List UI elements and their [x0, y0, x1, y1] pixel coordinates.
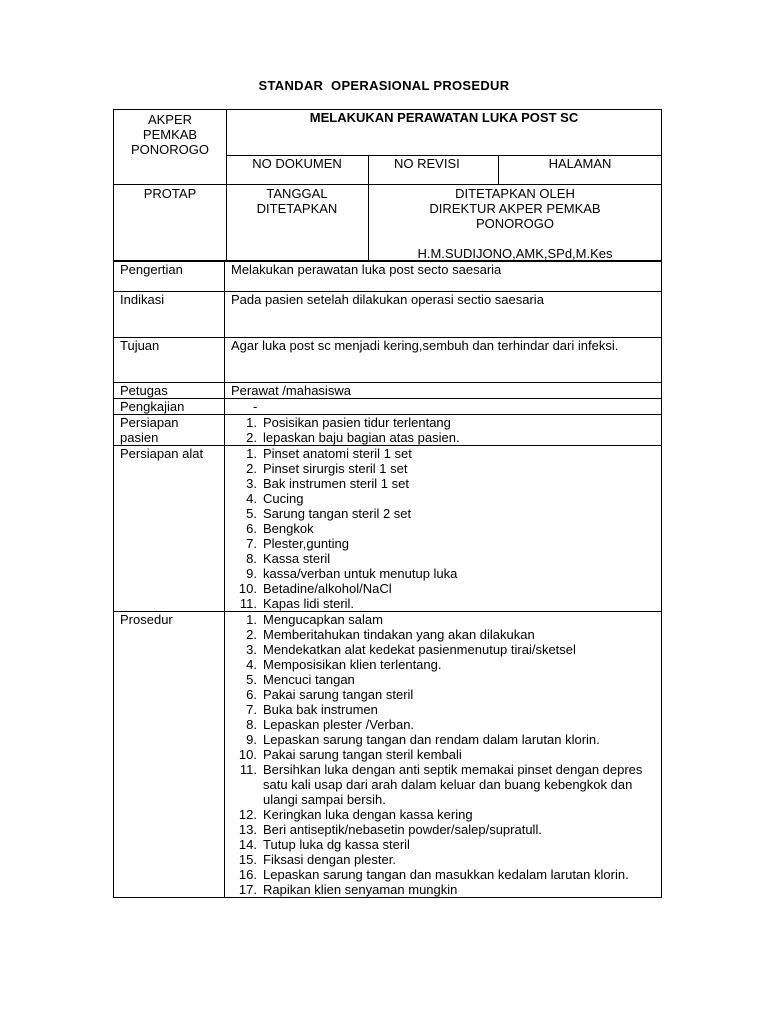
- tanggal-ditetapkan-label: TANGGAL DITETAPKAN: [256, 186, 338, 216]
- item-text: Fiksasi dengan plester.: [263, 852, 396, 867]
- item-number: 8.: [246, 551, 257, 566]
- item-text: Sarung tangan steril 2 set: [263, 506, 412, 521]
- row-value: [225, 446, 662, 612]
- item-text: kassa/verban untuk menutup luka: [263, 566, 458, 581]
- row-pengertian: [114, 262, 662, 292]
- halaman-label: HALAMAN: [548, 156, 612, 171]
- item-text: Kassa steril: [263, 551, 331, 566]
- item-number: 15.: [238, 852, 257, 867]
- row-pengkajian: [114, 399, 662, 415]
- item-number: 1.: [246, 612, 257, 627]
- item-text: Memberitahukan tindakan yang akan dilakukan: [263, 627, 535, 642]
- list-item: [231, 807, 657, 822]
- row-label: Tujuan: [114, 338, 225, 383]
- item-number: 1.: [246, 446, 257, 461]
- list-item: [231, 476, 657, 491]
- item-number: 3.: [246, 642, 257, 657]
- list-item: [231, 536, 657, 551]
- row-indikasi: [114, 292, 662, 338]
- row-value: [225, 612, 662, 898]
- list-item: [231, 642, 657, 657]
- ditetapkan-oleh: DITETAPKAN OLEH DIREKTUR AKPER PEMKAB PONOROGO H.M.SUDIJONO,AMK,SPd,M.Kes: [368, 186, 662, 261]
- item-text: Bak instrumen steril 1 set: [263, 476, 409, 491]
- protap-label: PROTAP: [143, 186, 197, 201]
- item-number: 16.: [238, 867, 257, 882]
- list-item: [231, 882, 657, 897]
- item-text: Cucing: [263, 491, 304, 506]
- item-number: 4.: [246, 657, 257, 672]
- item-text: Pakai sarung tangan steril kembali: [263, 747, 462, 762]
- list-item: [231, 747, 657, 762]
- divider: [226, 110, 227, 260]
- signatory-name: H.M.SUDIJONO,AMK,SPd,M.Kes: [417, 246, 613, 261]
- list-item: [231, 627, 657, 642]
- row-label: Pengertian: [114, 262, 225, 292]
- item-text: Pinset anatomi steril 1 set: [263, 446, 412, 461]
- list-item: [231, 596, 657, 611]
- item-text: Betadine/alkohol/NaCl: [263, 581, 392, 596]
- item-number: 6.: [246, 521, 257, 536]
- row-value: Pada pasien setelah dilakukan operasi sectio saesaria: [225, 292, 662, 338]
- item-text: Mengucapkan salam: [263, 612, 383, 627]
- list-item: [231, 491, 657, 506]
- item-number: 2.: [246, 430, 257, 445]
- item-number: 7.: [246, 702, 257, 717]
- row-label: Indikasi: [114, 292, 225, 338]
- list-item: [231, 612, 657, 627]
- row-label: Petugas: [114, 383, 225, 399]
- item-text: Mendekatkan alat kedekat pasienmenutup tirai/sketsel: [263, 642, 576, 657]
- item-text: Lepaskan sarung tangan dan masukkan kedalam larutan klorin.: [263, 867, 629, 882]
- item-list: [231, 612, 657, 897]
- item-text: Kapas lidi steril.: [263, 596, 355, 611]
- item-list: [231, 446, 657, 611]
- item-text: lepaskan baju bagian atas pasien.: [263, 430, 460, 445]
- list-item: [231, 822, 657, 837]
- row-petugas: [114, 383, 662, 399]
- item-number: 4.: [246, 491, 257, 506]
- list-item: [231, 461, 657, 476]
- row-label: Persiapan pasien: [114, 415, 225, 446]
- list-item: [231, 837, 657, 852]
- divider: [114, 184, 662, 185]
- list-item: [231, 506, 657, 521]
- row-value: Perawat /mahasiswa: [225, 383, 662, 399]
- document-title: STANDAR OPERASIONAL PROSEDUR: [258, 78, 510, 93]
- row-value: Agar luka post sc menjadi kering,sembuh dan terhindar dari infeksi.: [225, 338, 662, 383]
- item-number: 6.: [246, 687, 257, 702]
- row-tujuan: [114, 338, 662, 383]
- item-number: 1.: [246, 415, 257, 430]
- item-number: 14.: [238, 837, 257, 852]
- item-text: Rapikan klien senyaman mungkin: [263, 882, 458, 897]
- item-number: 11.: [239, 596, 257, 611]
- item-number: 12.: [238, 807, 257, 822]
- item-text: Plester,gunting: [263, 536, 350, 551]
- list-item: [231, 717, 657, 732]
- no-dokumen-label: NO DOKUMEN: [252, 156, 342, 171]
- procedure-title: MELAKUKAN PERAWATAN LUKA POST SC: [309, 110, 579, 125]
- list-item: [231, 446, 657, 461]
- list-item: [231, 687, 657, 702]
- list-item: [231, 521, 657, 536]
- no-revisi-label: NO REVISI: [394, 156, 460, 171]
- institution-name: AKPER PEMKAB PONOROGO: [130, 112, 209, 157]
- item-number: 10.: [238, 581, 257, 596]
- item-text: Posisikan pasien tidur terlentang: [263, 415, 451, 430]
- item-number: 9.: [246, 732, 257, 747]
- item-text: Buka bak instrumen: [263, 702, 378, 717]
- item-text: Bersihkan luka dengan anti septik memakai pinset dengan depres satu kali usap dari arah dalam keluar dan buang kebengkok dan ulangi sampai bersih.: [263, 762, 643, 807]
- item-text: Pinset sirurgis steril 1 set: [263, 461, 408, 476]
- item-number: 5.: [246, 672, 257, 687]
- item-number: 10.: [238, 747, 257, 762]
- item-text: Pakai sarung tangan steril: [263, 687, 414, 702]
- row-prosedur: [114, 612, 662, 898]
- row-label: Pengkajian: [114, 399, 225, 415]
- item-number: 7.: [246, 536, 257, 551]
- item-number: 17.: [238, 882, 257, 897]
- row-value: [225, 415, 662, 446]
- list-item: [231, 657, 657, 672]
- list-item: [231, 415, 657, 430]
- item-text: Bengkok: [263, 521, 314, 536]
- list-item: [231, 551, 657, 566]
- list-item: [231, 430, 657, 445]
- row-value: Melakukan perawatan luka post secto saesaria: [225, 262, 662, 292]
- item-number: 8.: [246, 717, 257, 732]
- sop-header: [113, 109, 662, 261]
- item-text: Lepaskan plester /Verban.: [263, 717, 415, 732]
- item-number: 5.: [246, 506, 257, 521]
- item-number: 9.: [246, 566, 257, 581]
- list-item: [231, 672, 657, 687]
- item-number: 13.: [238, 822, 257, 837]
- list-item: [231, 702, 657, 717]
- item-number: 2.: [246, 461, 257, 476]
- row-label: Prosedur: [114, 612, 225, 898]
- sop-table: [113, 261, 662, 898]
- list-item: [231, 762, 657, 807]
- item-number: 2.: [246, 627, 257, 642]
- item-number: 3.: [246, 476, 257, 491]
- item-text: Lepaskan sarung tangan dan rendam dalam larutan klorin.: [263, 732, 600, 747]
- list-item: [231, 566, 657, 581]
- item-text: Mencuci tangan: [263, 672, 355, 687]
- row-persiapan-alat: [114, 446, 662, 612]
- row-value: -: [225, 399, 662, 415]
- list-item: [231, 867, 657, 882]
- item-list: [231, 415, 657, 445]
- list-item: [231, 732, 657, 747]
- list-item: [231, 581, 657, 596]
- row-label: Persiapan alat: [114, 446, 225, 612]
- item-number: 11.: [239, 762, 257, 777]
- item-text: Keringkan luka dengan kassa kering: [263, 807, 473, 822]
- item-text: Beri antiseptik/nebasetin powder/salep/supratull.: [263, 822, 542, 837]
- item-text: Memposisikan klien terlentang.: [263, 657, 442, 672]
- item-text: Tutup luka dg kassa steril: [263, 837, 410, 852]
- list-item: [231, 852, 657, 867]
- row-persiapan-pasien: [114, 415, 662, 446]
